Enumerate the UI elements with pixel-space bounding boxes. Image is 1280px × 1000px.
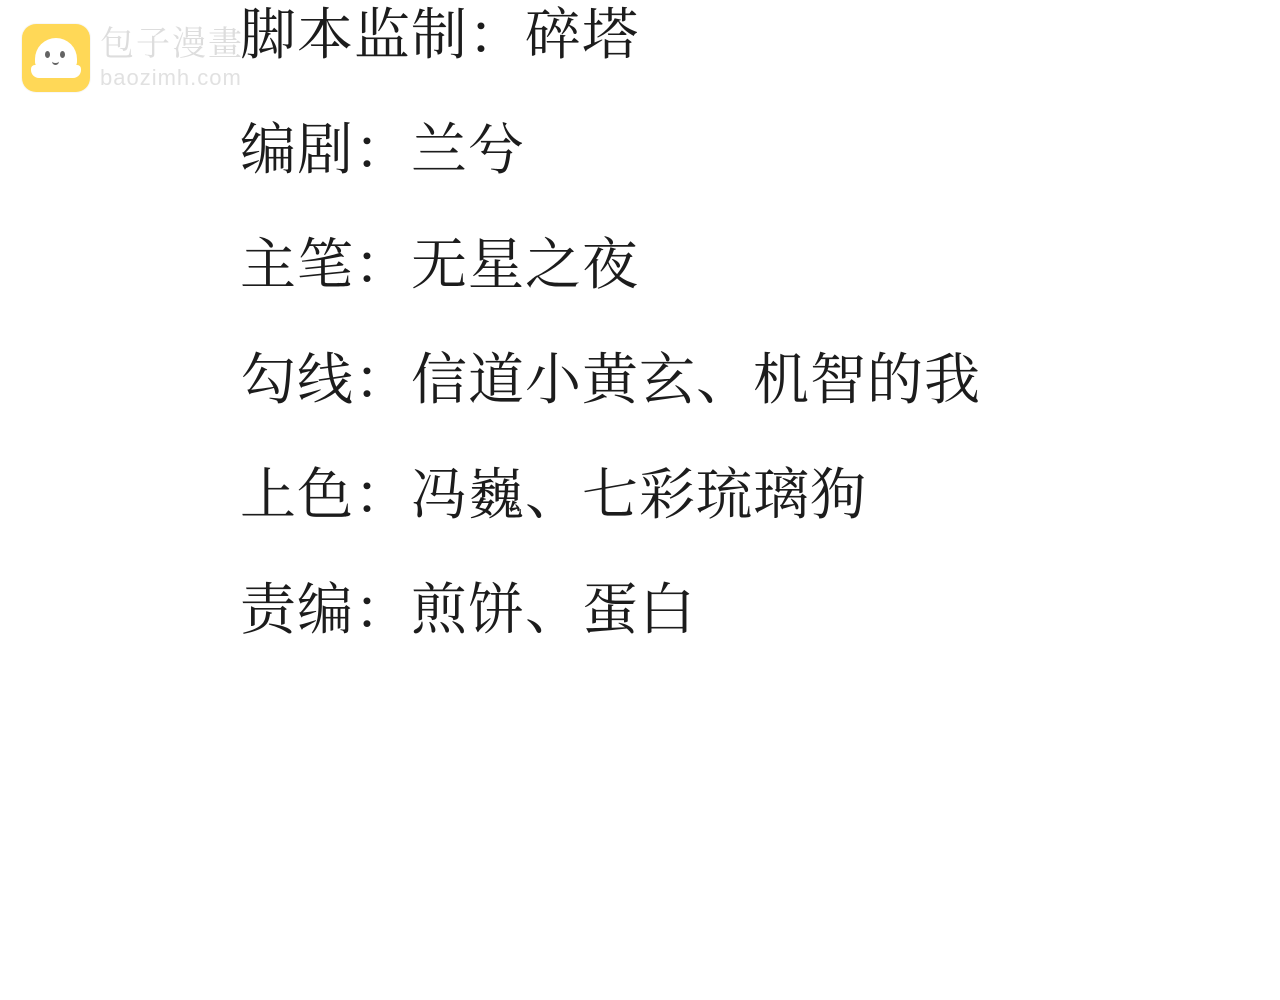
bun-left-eye-icon <box>45 51 50 58</box>
credits-list <box>240 0 1240 668</box>
bun-right-eye-icon <box>60 51 65 58</box>
bun-base-shape <box>31 65 81 78</box>
bun-mouth-icon <box>52 59 59 65</box>
watermark-subtitle: baozimh.com <box>100 65 242 90</box>
credit-line-lead-artist: 主笔：无星之夜 <box>240 233 639 298</box>
watermark-text-group <box>100 27 244 89</box>
credit-line-editor: 责编：煎饼、蛋白 <box>240 578 696 643</box>
baozi-bun-icon <box>22 24 90 92</box>
watermark-title: 包子漫畫 <box>100 25 244 63</box>
credit-line-coloring: 上色：冯巍、七彩琉璃狗 <box>240 463 867 528</box>
credit-line-screenwriter: 编剧：兰兮 <box>240 118 525 183</box>
credit-line-script-supervisor: 脚本监制：碎塔 <box>240 3 639 68</box>
site-watermark <box>22 24 244 92</box>
bun-top-shape <box>35 38 77 68</box>
credit-line-line-art: 勾线：信道小黄玄、机智的我 <box>240 348 981 413</box>
